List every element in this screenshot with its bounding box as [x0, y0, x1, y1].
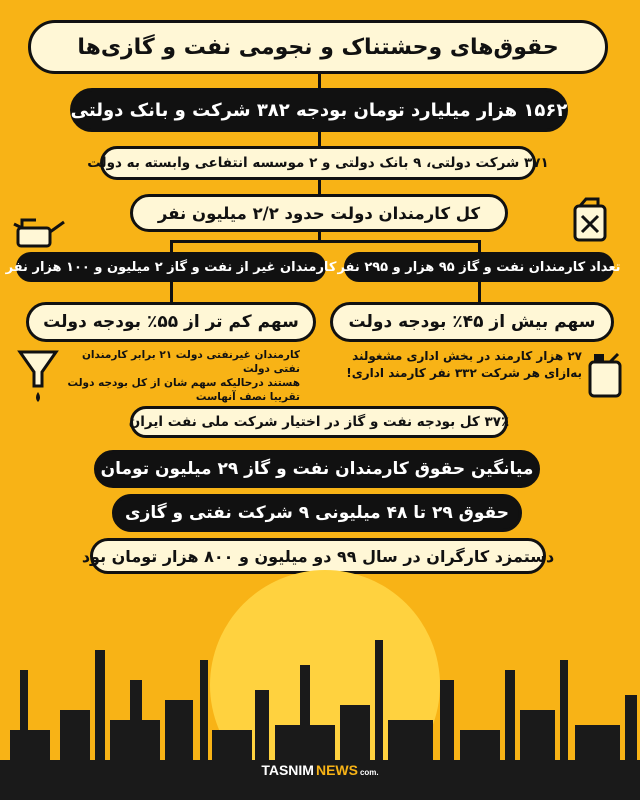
connector — [318, 180, 321, 194]
jerrycan-icon — [568, 196, 612, 242]
oil-admin-note-line: به‌ازای هر شرکت ۳۳۲ نفر کارمند اداری! — [346, 366, 582, 380]
non-oil-note — [64, 348, 300, 404]
salary-range: حقوق ۲۹ تا ۴۸ میلیونی ۹ شرکت نفتی و گازی — [112, 494, 522, 532]
page-title: حقوق‌های وحشتناک و نجومی نفت و گازی‌ها — [28, 20, 608, 74]
oil-admin-note — [340, 348, 582, 382]
employees-total: کل کارمندان دولت حدود ۲/۲ میلیون نفر — [130, 194, 508, 232]
non-oil-note-line: تقریبا نصف آنهاست — [195, 391, 300, 403]
average-salary: میانگین حقوق کارمندان نفت و گاز ۲۹ میلیون تومان — [94, 450, 540, 488]
non-oil-employees-count: کارمندان غیر از نفت و گاز ۲ میلیون و ۱۰۰ هزار نفر — [16, 252, 326, 282]
oil-admin-note-line: ۲۷ هزار کارمند در بخش اداری مشغولند — [352, 349, 582, 363]
gas-can-icon — [584, 350, 628, 400]
non-oil-budget-share: سهم کم تر از ۵۵٪ بودجه دولت — [26, 302, 316, 342]
connector — [170, 282, 173, 302]
worker-wage: دستمزد کارگران در سال ۹۹ دو میلیون و ۸۰۰ هزار تومان بود — [90, 538, 546, 574]
funnel-icon — [16, 346, 60, 404]
connector — [478, 240, 481, 252]
connector — [170, 240, 480, 243]
oil-budget-share: سهم بیش از ۴۵٪ بودجه دولت — [330, 302, 614, 342]
oil-can-icon — [12, 210, 68, 250]
connector — [318, 74, 321, 88]
budget-line: ۱۵۶۲ هزار میلیارد تومان بودجه ۳۸۲ شرکت و بانک دولتی — [70, 88, 568, 132]
nioc-share: ۳۷٪ کل بودجه نفت و گاز در اختیار شرکت ملی نفت ایران — [130, 406, 508, 438]
connector — [170, 240, 173, 252]
companies-line: ۳۷۱ شرکت دولتی، ۹ بانک دولتی و ۲ موسسه انتفاعی وابسته به دولت — [100, 146, 536, 180]
brand-tasnim: TASNIM — [261, 762, 314, 778]
non-oil-note-line: هستند درحالیکه سهم شان از کل بودجه دولت — [67, 377, 300, 389]
non-oil-note-line: کارمندان غیرنفتی دولت ۲۱ برابر کارمندان نفتی دولت — [81, 349, 300, 375]
connector — [318, 132, 321, 146]
oil-employees-count: تعداد کارمندان نفت و گاز ۹۵ هزار و ۲۹۵ نفر — [344, 252, 614, 282]
brand-domain: com. — [359, 768, 379, 777]
brand-logo — [232, 762, 408, 784]
brand-news: NEWS — [315, 762, 358, 778]
connector — [478, 282, 481, 302]
